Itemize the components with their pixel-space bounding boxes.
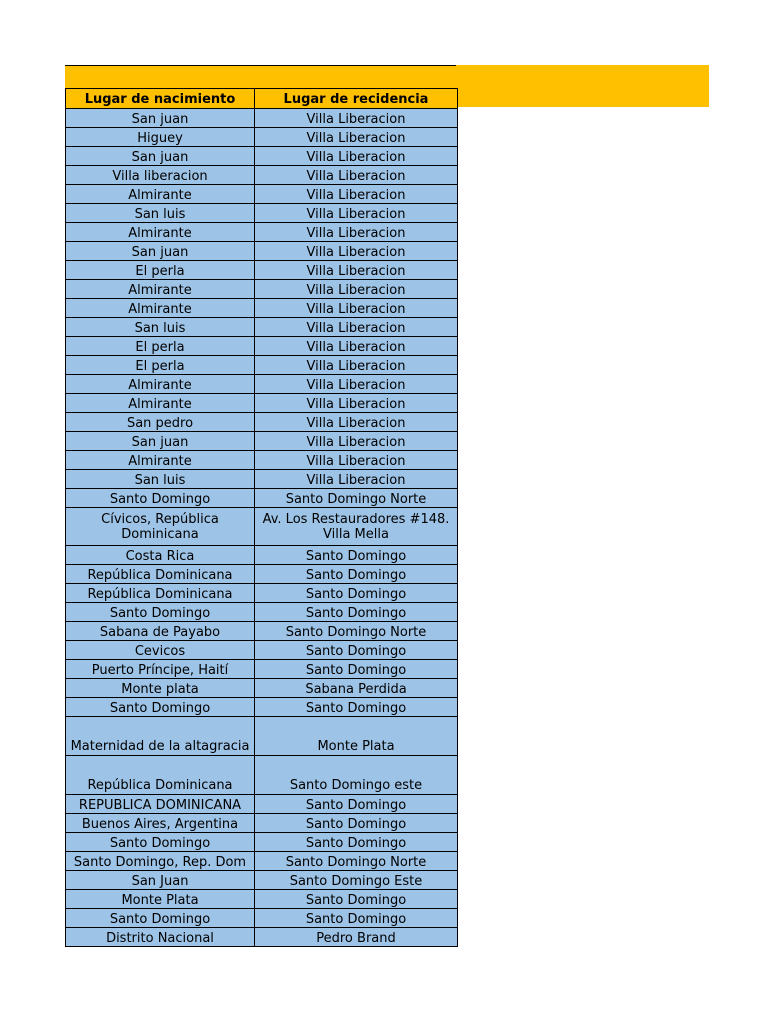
cell-residence: Villa Liberacion xyxy=(255,375,458,394)
table-row xyxy=(66,280,458,299)
cell-residence: Santo Domingo xyxy=(255,814,458,833)
cell-birthplace: San pedro xyxy=(66,413,255,432)
cell-residence: Santo Domingo Norte xyxy=(255,852,458,871)
data-table xyxy=(65,88,458,947)
cell-birthplace: Sabana de Payabo xyxy=(66,622,255,641)
cell-birthplace: Almirante xyxy=(66,451,255,470)
cell-birthplace: El perla xyxy=(66,356,255,375)
cell-residence: Santo Domingo Norte xyxy=(255,489,458,508)
cell-birthplace: Monte Plata xyxy=(66,890,255,909)
cell-residence: Villa Liberacion xyxy=(255,394,458,413)
cell-residence: Villa Liberacion xyxy=(255,318,458,337)
table-row xyxy=(66,890,458,909)
cell-residence: Villa Liberacion xyxy=(255,470,458,489)
cell-birthplace: Santo Domingo xyxy=(66,833,255,852)
table-row xyxy=(66,508,458,546)
table-row xyxy=(66,489,458,508)
cell-residence: Villa Liberacion xyxy=(255,204,458,223)
cell-residence: Villa Liberacion xyxy=(255,109,458,128)
table-row xyxy=(66,470,458,489)
table-row xyxy=(66,356,458,375)
table-row xyxy=(66,679,458,698)
cell-residence: Villa Liberacion xyxy=(255,299,458,318)
cell-residence: Santo Domingo xyxy=(255,660,458,679)
cell-residence: Santo Domingo xyxy=(255,698,458,717)
header-row xyxy=(66,89,458,109)
cell-birthplace: El perla xyxy=(66,261,255,280)
cell-residence: Santo Domingo xyxy=(255,833,458,852)
table-row xyxy=(66,698,458,717)
table-row xyxy=(66,603,458,622)
table-row xyxy=(66,928,458,947)
cell-birthplace: Santo Domingo xyxy=(66,698,255,717)
table-row xyxy=(66,833,458,852)
cell-residence: Monte Plata xyxy=(255,717,458,756)
cell-birthplace: Higuey xyxy=(66,128,255,147)
cell-birthplace: Maternidad de la altagracia xyxy=(66,717,255,756)
cell-residence: Villa Liberacion xyxy=(255,451,458,470)
table-row xyxy=(66,242,458,261)
table-row xyxy=(66,641,458,660)
cell-residence: Santo Domingo Norte xyxy=(255,622,458,641)
cell-birthplace: San juan xyxy=(66,109,255,128)
cell-birthplace: Almirante xyxy=(66,375,255,394)
cell-birthplace: Cevicos xyxy=(66,641,255,660)
cell-residence: Santo Domingo xyxy=(255,565,458,584)
table-row xyxy=(66,451,458,470)
cell-birthplace: República Dominicana xyxy=(66,584,255,603)
table-row xyxy=(66,185,458,204)
cell-birthplace: San Juan xyxy=(66,871,255,890)
cell-residence: Av. Los Restauradores #148. Villa Mella xyxy=(255,508,458,546)
cell-birthplace: República Dominicana xyxy=(66,756,255,795)
cell-birthplace: Almirante xyxy=(66,299,255,318)
table-row xyxy=(66,432,458,451)
cell-birthplace: Distrito Nacional xyxy=(66,928,255,947)
table-row xyxy=(66,128,458,147)
cell-birthplace: Santo Domingo xyxy=(66,909,255,928)
table-row xyxy=(66,375,458,394)
table-row xyxy=(66,584,458,603)
cell-residence: Santo Domingo xyxy=(255,795,458,814)
cell-birthplace: Monte plata xyxy=(66,679,255,698)
cell-birthplace: República Dominicana xyxy=(66,565,255,584)
cell-residence: Villa Liberacion xyxy=(255,223,458,242)
cell-residence: Villa Liberacion xyxy=(255,185,458,204)
cell-birthplace: Cívicos, República Dominicana xyxy=(66,508,255,546)
cell-residence: Villa Liberacion xyxy=(255,128,458,147)
table-body xyxy=(66,109,458,947)
cell-residence: Santo Domingo este xyxy=(255,756,458,795)
table-row xyxy=(66,337,458,356)
cell-birthplace: Buenos Aires, Argentina xyxy=(66,814,255,833)
cell-residence: Villa Liberacion xyxy=(255,261,458,280)
table-row xyxy=(66,223,458,242)
cell-birthplace: San juan xyxy=(66,432,255,451)
cell-residence: Villa Liberacion xyxy=(255,432,458,451)
cell-birthplace: San juan xyxy=(66,242,255,261)
table-row xyxy=(66,565,458,584)
table-row xyxy=(66,166,458,185)
table-row xyxy=(66,299,458,318)
table-row xyxy=(66,717,458,756)
table-row xyxy=(66,394,458,413)
cell-residence: Santo Domingo xyxy=(255,584,458,603)
table-row xyxy=(66,756,458,795)
cell-birthplace: Santo Domingo xyxy=(66,489,255,508)
table-row xyxy=(66,204,458,223)
cell-birthplace: San luis xyxy=(66,470,255,489)
table-row xyxy=(66,814,458,833)
header-residence: Lugar de recidencia xyxy=(255,89,458,109)
cell-birthplace: Puerto Príncipe, Haití xyxy=(66,660,255,679)
table-row xyxy=(66,909,458,928)
table-row xyxy=(66,852,458,871)
cell-birthplace: El perla xyxy=(66,337,255,356)
cell-birthplace: Villa liberacion xyxy=(66,166,255,185)
table-row xyxy=(66,660,458,679)
cell-birthplace: Costa Rica xyxy=(66,546,255,565)
cell-birthplace: Santo Domingo, Rep. Dom xyxy=(66,852,255,871)
table-row xyxy=(66,318,458,337)
table-row xyxy=(66,871,458,890)
cell-birthplace: Almirante xyxy=(66,280,255,299)
cell-birthplace: Santo Domingo xyxy=(66,603,255,622)
cell-residence: Santo Domingo xyxy=(255,909,458,928)
cell-residence: Villa Liberacion xyxy=(255,280,458,299)
cell-residence: Sabana Perdida xyxy=(255,679,458,698)
header-band-border xyxy=(65,65,456,66)
cell-birthplace: San luis xyxy=(66,318,255,337)
table-row xyxy=(66,795,458,814)
table-row xyxy=(66,147,458,166)
cell-residence: Villa Liberacion xyxy=(255,356,458,375)
table-row xyxy=(66,622,458,641)
cell-residence: Villa Liberacion xyxy=(255,242,458,261)
cell-birthplace: San luis xyxy=(66,204,255,223)
cell-residence: Villa Liberacion xyxy=(255,166,458,185)
cell-residence: Santo Domingo xyxy=(255,603,458,622)
cell-birthplace: San juan xyxy=(66,147,255,166)
cell-birthplace: REPUBLICA DOMINICANA xyxy=(66,795,255,814)
cell-residence: Santo Domingo xyxy=(255,641,458,660)
header-birthplace: Lugar de nacimiento xyxy=(66,89,255,109)
cell-residence: Villa Liberacion xyxy=(255,147,458,166)
cell-birthplace: Almirante xyxy=(66,185,255,204)
cell-residence: Santo Domingo xyxy=(255,546,458,565)
table-row xyxy=(66,109,458,128)
table-row xyxy=(66,546,458,565)
cell-residence: Santo Domingo xyxy=(255,890,458,909)
table-row xyxy=(66,261,458,280)
cell-residence: Santo Domingo Este xyxy=(255,871,458,890)
cell-residence: Pedro Brand xyxy=(255,928,458,947)
cell-birthplace: Almirante xyxy=(66,394,255,413)
cell-residence: Villa Liberacion xyxy=(255,337,458,356)
cell-residence: Villa Liberacion xyxy=(255,413,458,432)
cell-birthplace: Almirante xyxy=(66,223,255,242)
table-row xyxy=(66,413,458,432)
